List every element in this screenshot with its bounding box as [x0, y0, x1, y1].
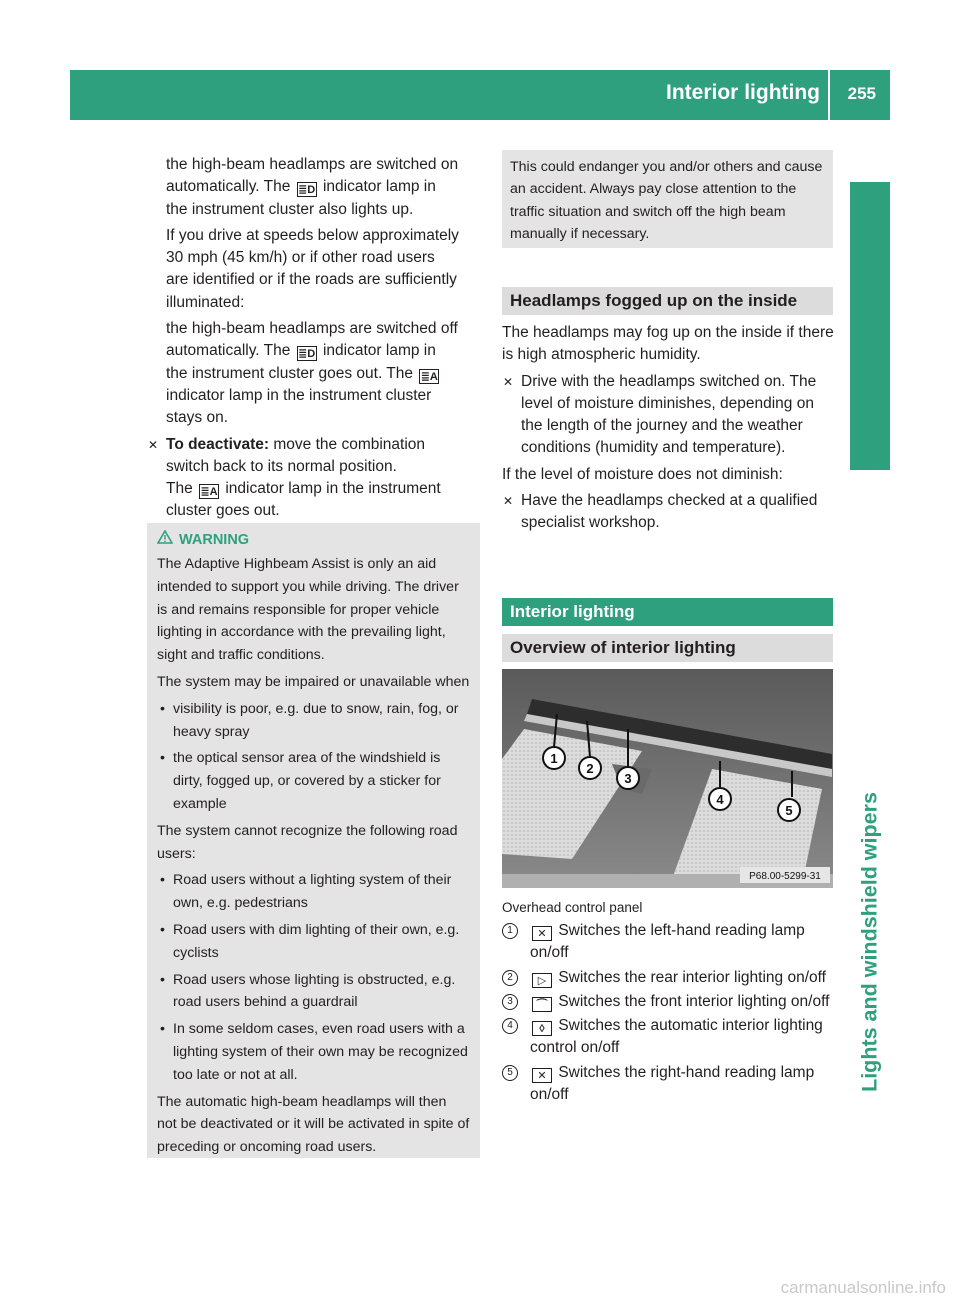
highbeam-assist-icon: ≣A — [200, 486, 218, 499]
auto-lighting-icon: ◊ — [532, 1021, 552, 1036]
warning-text: The system cannot recognize the following road users: — [157, 822, 458, 862]
section-heading-fog: Headlamps fogged up on the inside — [502, 287, 833, 315]
warning-heading: WARNING — [157, 529, 470, 551]
warning-triangle-icon — [157, 529, 173, 551]
step-arrow-icon: ✕ — [148, 437, 159, 452]
callout-2: 2 — [586, 761, 594, 776]
photo-caption: Overhead control panel — [502, 900, 643, 915]
reading-lamp-icon: ✕ — [532, 926, 552, 941]
watermark: carmanualsonline.info — [780, 1278, 946, 1297]
list-item: • Road users without a lighting system of their own, e.g. pedestrians — [160, 872, 452, 912]
step: ✕ Drive with the headlamps switched on. The level of moisture diminishes, depending on the length of the journey and the weather conditions (humidity and temperature). — [503, 372, 817, 457]
chapter-label: Lights and windshield wipers — [857, 792, 882, 1092]
step: ✕ Have the headlamps checked at a qualified specialist workshop. — [503, 492, 818, 532]
legend — [502, 920, 836, 1108]
legend-item: 1 ✕ Switches the left-hand reading lamp on/off — [502, 920, 836, 965]
paragraph: If you drive at speeds below approximately 30 mph (45 km/h) or if other road users are identified or if the roads are sufficiently illuminated: — [166, 226, 459, 311]
side-tab — [850, 182, 890, 1092]
section-heading-interior: Interior lighting — [502, 598, 833, 626]
page-number: 255 — [847, 84, 876, 103]
callout-3: 3 — [624, 771, 632, 786]
high-beam-icon: ≣D — [298, 184, 316, 197]
list-item: • Road users with dim lighting of their own, e.g. cyclists — [160, 921, 460, 961]
legend-item: 5 ✕ Switches the right-hand reading lamp on/off — [502, 1062, 836, 1107]
list-item: • Road users whose lighting is obstructed, e.g. road users behind a guardrail — [160, 971, 456, 1011]
warning-text: This could endanger you and/or others and cause an accident. Always pay close attention to the traffic situation and switch off the high beam manually if necessary. — [510, 159, 823, 242]
paragraph: The headlamps may fog up on the inside if there is high atmospheric humidity. — [502, 324, 834, 364]
page-title: Interior lighting — [666, 81, 820, 104]
list-item: • visibility is poor, e.g. due to snow, rain, fog, or heavy spray — [160, 700, 459, 740]
photo-code: P68.00-5299-31 — [749, 871, 821, 882]
page-header — [70, 70, 890, 120]
front-lighting-icon: ⌒ — [532, 997, 552, 1012]
legend-item: 3 ⌒ Switches the front interior lighting on/off — [502, 991, 836, 1013]
callout-4: 4 — [716, 792, 724, 807]
header-divider — [828, 70, 830, 120]
legend-item: 2 ▷ Switches the rear interior lighting on/off — [502, 967, 836, 989]
legend-item: 4 ◊ Switches the automatic interior lighting control on/off — [502, 1015, 836, 1060]
section-heading-overview: Overview of interior lighting — [502, 634, 833, 662]
step-arrow-icon: ✕ — [503, 374, 514, 389]
high-beam-icon: ≣D — [298, 348, 316, 361]
side-tab-block — [850, 182, 890, 470]
warning-box — [147, 523, 480, 1158]
warning-text: The Adaptive Highbeam Assist is only an aid intended to support you while driving. The driver is and remains responsible for proper vehicle lighting in accordance with the prevailing light, sight and traffic conditions. — [157, 556, 459, 664]
warning-text: The automatic high-beam headlamps will then not be deactivated or it will be activated in spite of preceding or oncoming road users. — [157, 1093, 470, 1156]
list-item: • In some seldom cases, even road users with a lighting system of their own may be recognized too late or not at all. — [160, 1021, 468, 1083]
step-deactivate: ✕ To deactivate: move the combination switch back to its normal position. The ≣A indicator lamp in the instrument cluster goes out. — [148, 435, 441, 520]
warning-text: The system may be impaired or unavailable when — [157, 673, 470, 690]
step-arrow-icon: ✕ — [503, 494, 514, 509]
reading-lamp-icon: ✕ — [532, 1068, 552, 1083]
left-column — [147, 154, 483, 523]
warning-continued-box — [502, 150, 833, 248]
paragraph: If the level of moisture does not diminish: — [502, 465, 783, 483]
highbeam-assist-icon: ≣A — [420, 370, 438, 383]
paragraph: the high-beam headlamps are switched on automatically. The ≣D indicator lamp in the instrument cluster also lights up. — [166, 156, 459, 218]
paragraph: the high-beam headlamps are switched off automatically. The ≣D indicator lamp in the instrument cluster goes out. The ≣A indicator lamp in the instrument cluster stays on. — [166, 320, 458, 427]
callout-5: 5 — [785, 803, 793, 818]
overhead-panel-photo — [502, 669, 833, 888]
rear-lighting-icon: ▷ — [532, 973, 552, 988]
callout-1: 1 — [550, 751, 558, 766]
list-item: • the optical sensor area of the windshield is dirty, fogged up, or covered by a sticker for example — [160, 750, 441, 812]
fog-section — [502, 322, 836, 535]
